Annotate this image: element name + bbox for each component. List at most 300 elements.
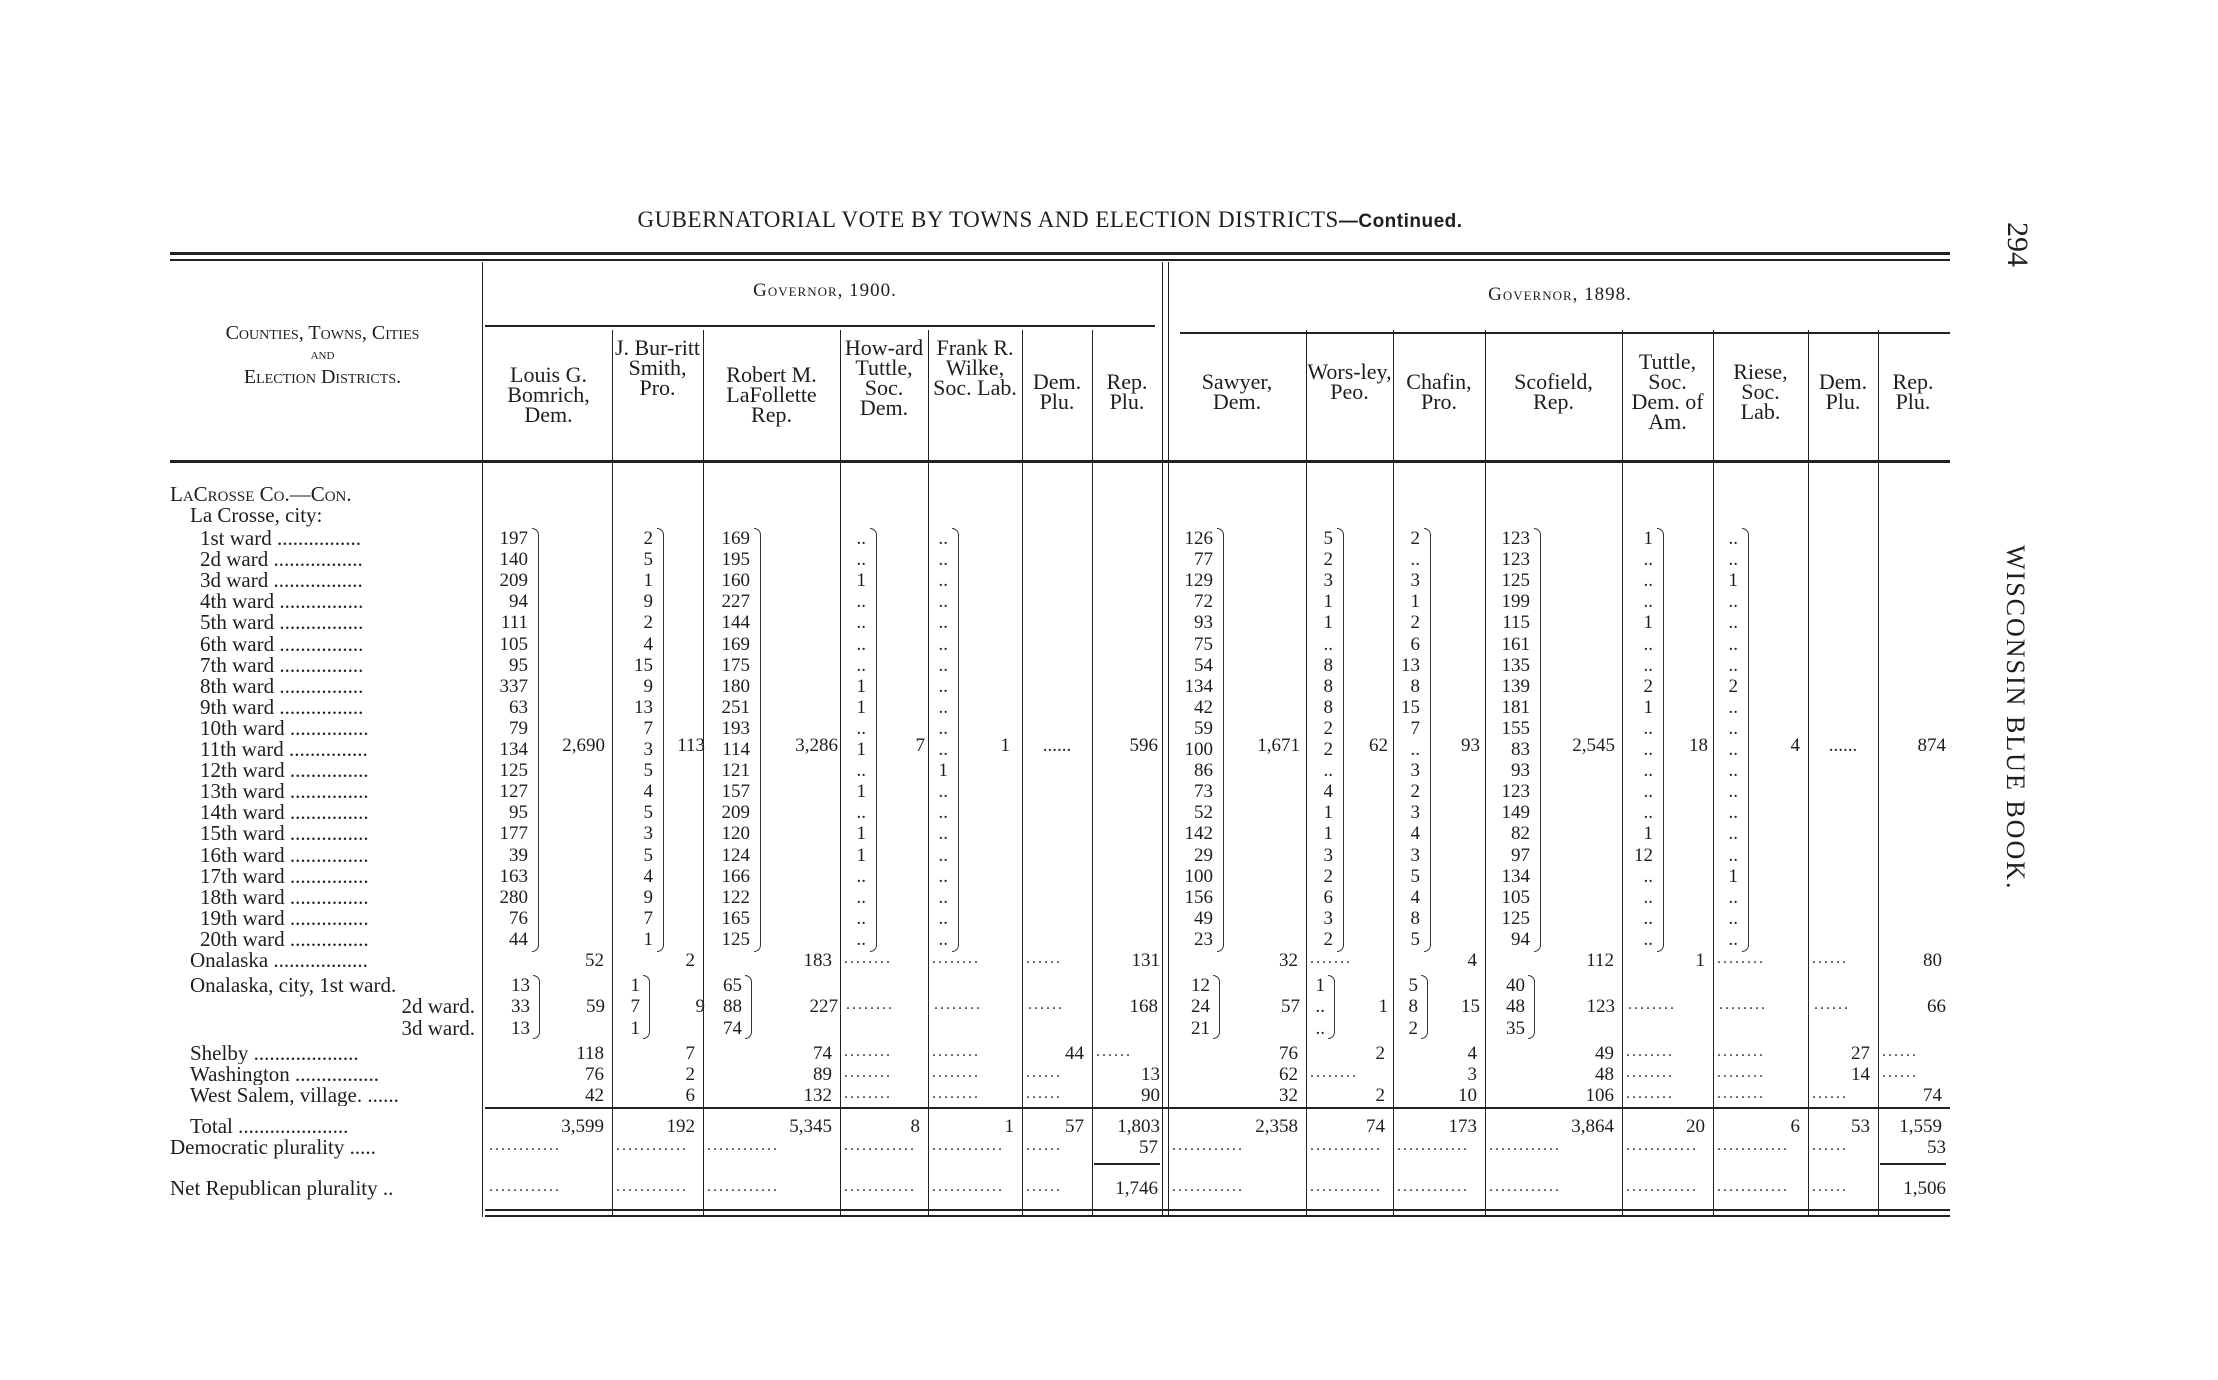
shelby-row-dem_plu: 44 <box>1065 1042 1084 1064</box>
col-header-scofield <box>1485 369 1622 414</box>
shelby-row-worsley: 2 <box>1375 1042 1385 1064</box>
ward-cell-tuttle: .. <box>856 528 866 549</box>
ward-cell-worsley: 1 <box>1323 612 1333 634</box>
ward-cell-riese: .. <box>1728 928 1738 950</box>
onalaska-city-total-scofield: 123 <box>1586 996 1615 1018</box>
col-name: Riese, Soc. <box>1733 359 1788 404</box>
ward-cell-smith: 9 <box>643 591 653 613</box>
ward-label: 6th ward ................ <box>200 633 364 655</box>
ward-cell-sawyer: 93 <box>1194 612 1213 634</box>
washington-row-chafin: 3 <box>1467 1063 1477 1085</box>
ward-cell-chafin: 7 <box>1410 717 1420 739</box>
ward-cell-bomrich: 163 <box>499 865 528 887</box>
ward-cell-tuttle98: .. <box>1643 717 1653 739</box>
city-total-smith: 113 <box>677 734 705 756</box>
ward-cell-bomrich: 280 <box>499 886 528 908</box>
bottom-rule-2 <box>485 1215 1950 1217</box>
west-salem-row-bomrich: 42 <box>585 1085 604 1107</box>
header-bottom-rule <box>170 460 1950 463</box>
onalaska-city-rep-plu-1898: 66 <box>1927 996 1946 1018</box>
ward-cell-bomrich: 76 <box>509 907 528 929</box>
onalaska-city-lafollette: 74 <box>723 1017 742 1039</box>
ward-cell-scofield: 115 <box>1502 612 1530 634</box>
ward-cell-chafin: 2 <box>1410 781 1420 803</box>
west-salem-row-tuttle98: ........ <box>1626 1085 1674 1103</box>
total-row-scofield: 3,864 <box>1571 1116 1614 1137</box>
ward-cell-riese: .. <box>1728 802 1738 824</box>
ward-cell-sawyer: 29 <box>1194 844 1213 866</box>
title-continued: —Continued. <box>1338 211 1463 232</box>
ward-cell-riese: .. <box>1728 907 1738 929</box>
washington-row-rep_plu98: ...... <box>1882 1063 1918 1081</box>
onalaska-city-total-smith: 9 <box>695 996 705 1018</box>
ward-cell-wilke: .. <box>938 675 948 697</box>
ward-cell-tuttle: .. <box>856 928 866 950</box>
ward-cell-bomrich: 197 <box>499 528 528 549</box>
west-salem-row-worsley: 2 <box>1375 1085 1385 1107</box>
net-rep-plurality-lafollette: ............ <box>707 1178 779 1195</box>
col-name: Dem. <box>1818 369 1868 394</box>
ward-label: 13th ward ............... <box>200 781 369 803</box>
onalaska-row-scofield: 112 <box>1586 950 1614 971</box>
ward-label: 15th ward ............... <box>200 823 369 845</box>
brace-scofield <box>1534 528 1541 952</box>
ward-cell-sawyer: 54 <box>1194 654 1213 676</box>
col-header-wilke <box>928 335 1022 400</box>
net-rep-plurality-dem_plu: ...... <box>1026 1178 1062 1195</box>
ward-cell-chafin: 3 <box>1410 760 1420 782</box>
ward-cell-bomrich: 95 <box>509 802 528 824</box>
ward-cell-scofield: 123 <box>1501 528 1530 549</box>
ward-cell-scofield: 181 <box>1501 696 1530 718</box>
ward-cell-bomrich: 94 <box>509 591 528 613</box>
col-party: Soc. Dem. <box>859 375 909 420</box>
ward-cell-worsley: 1 <box>1323 802 1333 824</box>
ward-cell-chafin: 1 <box>1410 591 1420 613</box>
ward-cell-scofield: 83 <box>1511 739 1530 760</box>
west-salem-row-lafollette: 132 <box>803 1085 832 1107</box>
onalaska-city-rep-plu: 168 <box>1129 996 1158 1018</box>
onalaska-city-tuttle98: ........ <box>1628 996 1676 1014</box>
ward-cell-lafollette: 124 <box>721 844 750 866</box>
ward-cell-scofield: 105 <box>1501 886 1530 908</box>
col-party: Peo. <box>1330 379 1369 404</box>
ward-cell-chafin: 3 <box>1410 844 1420 866</box>
col-header-tuttle <box>840 335 928 420</box>
washington-row-label: Washington ................ <box>190 1063 380 1085</box>
city-total-tuttle98: 18 <box>1689 734 1708 756</box>
ward-cell-scofield: 97 <box>1511 844 1530 866</box>
ward-cell-riese: 1 <box>1728 865 1738 887</box>
ward-cell-tuttle98: 1 <box>1643 823 1653 845</box>
onalaska-row-wilke: ........ <box>932 950 980 967</box>
top-rule <box>170 252 1950 255</box>
ward-cell-wilke: .. <box>938 844 948 866</box>
shelby-row-rep_plu: ...... <box>1096 1042 1132 1060</box>
ward-label: 9th ward ................ <box>200 696 364 718</box>
ward-cell-sawyer: 77 <box>1194 549 1213 571</box>
ward-cell-tuttle: .. <box>856 760 866 782</box>
ward-cell-smith: 5 <box>643 802 653 824</box>
ward-cell-scofield: 149 <box>1501 802 1530 824</box>
ward-cell-sawyer: 73 <box>1194 781 1213 803</box>
ward-cell-bomrich: 111 <box>500 612 528 634</box>
west-salem-row-scofield: 106 <box>1585 1085 1614 1107</box>
ward-cell-scofield: 93 <box>1511 760 1530 782</box>
col-header-rep-plu-1898 <box>1878 369 1948 414</box>
ward-cell-chafin: 2 <box>1410 612 1420 634</box>
ward-cell-worsley: 8 <box>1323 675 1333 697</box>
ward-cell-tuttle: 1 <box>856 675 866 697</box>
onalaska-brace-worsley <box>1328 975 1335 1038</box>
ward-cell-scofield: 199 <box>1501 591 1530 613</box>
ward-cell-riese: .. <box>1728 654 1738 676</box>
onalaska-city-sawyer: 12 <box>1191 975 1210 997</box>
onalaska-city-lafollette: 65 <box>723 975 742 997</box>
west-salem-row-smith: 6 <box>685 1085 695 1107</box>
ward-cell-tuttle: 1 <box>856 844 866 866</box>
onalaska-row-rep_plu98: 80 <box>1923 950 1942 971</box>
ward-cell-smith: 3 <box>643 823 653 845</box>
ward-cell-sawyer: 86 <box>1194 760 1213 782</box>
col-party: Dem. <box>524 402 573 427</box>
ward-cell-wilke: .. <box>938 823 948 845</box>
ward-label: 2d ward ................. <box>200 549 363 571</box>
ward-label: 20th ward ............... <box>200 928 369 950</box>
ward-cell-lafollette: 144 <box>721 612 750 634</box>
ward-cell-bomrich: 127 <box>499 781 528 803</box>
stub-header <box>165 322 480 388</box>
net-rep-plurality-label: Net Republican plurality .. <box>170 1176 394 1200</box>
ward-cell-tuttle: .. <box>856 654 866 676</box>
west-salem-row-dem_plu: ...... <box>1026 1085 1062 1103</box>
ward-cell-smith: 5 <box>643 844 653 866</box>
group-header-1900: Governor, 1900. <box>753 280 897 301</box>
onalaska-city-sawyer: 21 <box>1191 1017 1210 1039</box>
ward-cell-tuttle98: .. <box>1643 802 1653 824</box>
group-rule-1900 <box>485 325 1155 327</box>
dem-plurality-wilke: ............ <box>932 1137 1004 1154</box>
city-total-rep_plu: 596 <box>1129 734 1158 756</box>
col-header-riese <box>1713 359 1808 424</box>
ward-cell-tuttle: .. <box>856 865 866 887</box>
net-rep-plurality-tuttle98: ............ <box>1626 1178 1698 1195</box>
ward-cell-bomrich: 140 <box>499 549 528 571</box>
ward-cell-lafollette: 166 <box>721 865 750 887</box>
total-row-label: Total ..................... <box>190 1116 349 1137</box>
onalaska-city-scofield: 40 <box>1506 975 1525 997</box>
col-rule <box>1022 330 1023 1217</box>
stub-header-line2: and <box>310 347 335 363</box>
ward-cell-chafin: 8 <box>1410 675 1420 697</box>
ward-cell-lafollette: 251 <box>721 696 750 718</box>
washington-row-lafollette: 89 <box>813 1063 832 1085</box>
net-rep-plurality-worsley: ............ <box>1310 1178 1382 1195</box>
ward-cell-worsley: 3 <box>1323 907 1333 929</box>
onalaska-city-worsley: .. <box>1315 996 1325 1018</box>
total-row-smith: 192 <box>666 1116 695 1137</box>
ward-cell-tuttle: .. <box>856 717 866 739</box>
onalaska-city-label-2: 2d ward. <box>401 994 475 1019</box>
onalaska-city-chafin: 8 <box>1408 996 1418 1018</box>
ward-cell-smith: 9 <box>643 886 653 908</box>
stub-header-line3: Election Districts. <box>243 366 402 388</box>
col-party: Dem. <box>1212 389 1262 414</box>
onalaska-city-label-3: 3d ward. <box>401 1015 475 1040</box>
total-row-dem_plu: 57 <box>1065 1116 1084 1137</box>
shelby-row-tuttle: ........ <box>844 1042 892 1060</box>
ward-cell-tuttle: .. <box>856 886 866 908</box>
col-party: Plu. <box>1895 389 1931 414</box>
ward-cell-tuttle98: .. <box>1643 654 1653 676</box>
shelby-row-riese: ........ <box>1717 1042 1765 1060</box>
ward-cell-riese: .. <box>1728 528 1738 549</box>
west-salem-row-dem_plu98: ...... <box>1812 1085 1848 1103</box>
ward-cell-lafollette: 157 <box>721 781 750 803</box>
dem-plurality-chafin: ............ <box>1397 1137 1469 1154</box>
dem-plurality-tuttle: ............ <box>844 1137 916 1154</box>
dem-plurality-rep-plu-1898: 53 <box>1927 1137 1946 1158</box>
ward-cell-bomrich: 44 <box>509 928 528 950</box>
col-name: Rep. <box>1892 369 1934 394</box>
ward-cell-chafin: .. <box>1410 739 1420 760</box>
ward-cell-riese: .. <box>1728 696 1738 718</box>
ward-cell-lafollette: 195 <box>721 549 750 571</box>
net-rep-plurality-sawyer: ............ <box>1172 1178 1244 1195</box>
ward-cell-riese: .. <box>1728 612 1738 634</box>
ward-cell-scofield: 139 <box>1501 675 1530 697</box>
ward-cell-chafin: 5 <box>1410 865 1420 887</box>
ward-label: 5th ward ................ <box>200 612 364 634</box>
dem-plurality-sawyer: ............ <box>1172 1137 1244 1154</box>
total-row-rep_plu: 1,803 <box>1117 1116 1160 1137</box>
title-text: GUBERNATORIAL VOTE BY TOWNS AND ELECTION DISTRICTS <box>637 207 1339 232</box>
ward-cell-riese: .. <box>1728 591 1738 613</box>
city-total-sawyer: 1,671 <box>1257 734 1300 756</box>
net-rep-plurality-chafin: ............ <box>1397 1178 1469 1195</box>
ward-cell-smith: 9 <box>643 675 653 697</box>
onalaska-city-bomrich: 13 <box>511 975 530 997</box>
ward-cell-smith: 4 <box>643 865 653 887</box>
ward-cell-bomrich: 39 <box>509 844 528 866</box>
shelby-row-label: Shelby .................... <box>190 1042 359 1064</box>
washington-row-smith: 2 <box>685 1063 695 1085</box>
ward-cell-riese: 1 <box>1728 570 1738 592</box>
col-header-tuttle-1898 <box>1622 349 1713 434</box>
ward-cell-chafin: 5 <box>1410 928 1420 950</box>
dem-plurality-tuttle98: ............ <box>1626 1137 1698 1154</box>
ward-cell-chafin: 2 <box>1410 528 1420 549</box>
ward-cell-chafin: 8 <box>1410 907 1420 929</box>
ward-cell-sawyer: 100 <box>1184 865 1213 887</box>
city-total-rep_plu98: 874 <box>1917 734 1946 756</box>
stub-header-line1: Counties, Towns, Cities <box>225 322 420 344</box>
onalaska-row-bomrich: 52 <box>585 950 604 971</box>
onalaska-city-smith: 1 <box>630 1017 640 1039</box>
onalaska-brace-smith <box>643 975 650 1038</box>
ward-cell-tuttle98: .. <box>1643 760 1653 782</box>
ward-cell-tuttle98: .. <box>1643 739 1653 760</box>
col-name: Wors-ley, <box>1307 359 1392 384</box>
ward-cell-worsley: 2 <box>1323 739 1333 760</box>
washington-row-sawyer: 62 <box>1279 1063 1298 1085</box>
ward-cell-tuttle98: .. <box>1643 907 1653 929</box>
ward-cell-tuttle: 1 <box>856 739 866 760</box>
onalaska-city-worsley: .. <box>1315 1017 1325 1039</box>
ward-cell-scofield: 125 <box>1501 907 1530 929</box>
col-party: Pro. <box>1420 389 1458 414</box>
ward-cell-bomrich: 177 <box>499 823 528 845</box>
ward-cell-scofield: 125 <box>1501 570 1530 592</box>
ward-cell-sawyer: 72 <box>1194 591 1213 613</box>
city-total-riese: 4 <box>1790 734 1800 756</box>
ward-label: 1st ward ................ <box>200 528 361 549</box>
ward-cell-sawyer: 142 <box>1184 823 1213 845</box>
ward-label: 4th ward ................ <box>200 591 364 613</box>
onalaska-city-bomrich: 13 <box>511 1017 530 1039</box>
ward-cell-lafollette: 227 <box>721 591 750 613</box>
ward-cell-smith: 2 <box>643 528 653 549</box>
ward-cell-tuttle98: .. <box>1643 591 1653 613</box>
net-rep-plurality-smith: ............ <box>616 1178 688 1195</box>
net-rep-plurality-rep-plu: 1,746 <box>1115 1178 1158 1199</box>
onalaska-row-label: Onalaska .................. <box>190 950 368 971</box>
ward-cell-lafollette: 160 <box>721 570 750 592</box>
col-party: Pro. <box>639 375 676 400</box>
washington-row-riese: ........ <box>1717 1063 1765 1081</box>
ward-cell-riese: .. <box>1728 739 1738 760</box>
net-rep-plurality-riese: ............ <box>1717 1178 1789 1195</box>
washington-row-bomrich: 76 <box>585 1063 604 1085</box>
ward-cell-chafin: 3 <box>1410 802 1420 824</box>
onalaska-city-total-lafollette: 227 <box>809 996 838 1018</box>
ward-cell-lafollette: 165 <box>721 907 750 929</box>
page-title <box>540 207 1560 233</box>
col-name: Dem. <box>1032 369 1082 394</box>
col-rule <box>1162 262 1163 1217</box>
ward-cell-wilke: .. <box>938 717 948 739</box>
net-rep-plurality-bomrich: ............ <box>489 1178 561 1195</box>
ward-cell-worsley: 2 <box>1323 549 1333 571</box>
onalaska-brace-scofield <box>1528 975 1535 1038</box>
washington-row-tuttle: ........ <box>844 1063 892 1081</box>
ward-cell-sawyer: 23 <box>1194 928 1213 950</box>
ward-cell-tuttle: .. <box>856 907 866 929</box>
ward-cell-lafollette: 193 <box>721 717 750 739</box>
total-row-sawyer: 2,358 <box>1255 1116 1298 1137</box>
ward-cell-tuttle98: 1 <box>1643 528 1653 549</box>
city-total-tuttle: 7 <box>915 734 925 756</box>
shelby-row-smith: 7 <box>685 1042 695 1064</box>
onalaska-row-dem_plu: ...... <box>1026 950 1062 967</box>
ward-cell-chafin: 6 <box>1410 633 1420 655</box>
shelby-row-lafollette: 74 <box>813 1042 832 1064</box>
ward-cell-wilke: .. <box>938 633 948 655</box>
onalaska-city-scofield: 35 <box>1506 1017 1525 1039</box>
ward-cell-wilke: .. <box>938 654 948 676</box>
ward-cell-tuttle98: .. <box>1643 928 1653 950</box>
onalaska-city-lafollette: 88 <box>723 996 742 1018</box>
col-rule <box>1092 330 1093 1217</box>
ward-cell-bomrich: 209 <box>499 570 528 592</box>
washington-row-dem_plu98: 14 <box>1851 1063 1870 1085</box>
ward-cell-tuttle: .. <box>856 802 866 824</box>
ward-cell-scofield: 134 <box>1501 865 1530 887</box>
west-salem-row-riese: ........ <box>1717 1085 1765 1103</box>
ward-cell-lafollette: 120 <box>721 823 750 845</box>
dem-plurality-smith: ............ <box>616 1137 688 1154</box>
ward-label: 11th ward ............... <box>200 739 368 760</box>
total-row-bomrich: 3,599 <box>561 1116 604 1137</box>
ward-cell-sawyer: 75 <box>1194 633 1213 655</box>
west-salem-row-label: West Salem, village. ...... <box>190 1085 399 1107</box>
onalaska-city-total-bomrich: 59 <box>586 996 605 1018</box>
col-rule <box>1808 330 1809 1217</box>
dem-plurality-worsley: ............ <box>1310 1137 1382 1154</box>
city-label: La Crosse, city: <box>190 503 323 527</box>
onalaska-city-dem_plu98: ...... <box>1814 996 1850 1014</box>
ward-cell-bomrich: 63 <box>509 696 528 718</box>
ward-cell-wilke: .. <box>938 570 948 592</box>
city-total-dem_plu98: ...... <box>1828 734 1858 756</box>
brace-tuttle <box>870 528 877 952</box>
col-party: Plu. <box>1039 389 1075 414</box>
west-salem-row-chafin: 10 <box>1458 1085 1477 1107</box>
ward-cell-wilke: .. <box>938 612 948 634</box>
onalaska-row-smith: 2 <box>685 950 695 971</box>
ward-cell-sawyer: 100 <box>1184 739 1213 760</box>
ward-cell-smith: 1 <box>643 928 653 950</box>
city-total-scofield: 2,545 <box>1572 734 1615 756</box>
ward-cell-wilke: 1 <box>938 760 948 782</box>
ward-cell-sawyer: 59 <box>1194 717 1213 739</box>
ward-cell-tuttle98: .. <box>1643 570 1653 592</box>
ward-cell-wilke: .. <box>938 591 948 613</box>
net-rep-plurality-scofield: ............ <box>1489 1178 1561 1195</box>
ward-cell-tuttle98: .. <box>1643 865 1653 887</box>
city-total-lafollette: 3,286 <box>795 734 838 756</box>
ward-cell-worsley: 3 <box>1323 570 1333 592</box>
ward-cell-worsley: 3 <box>1323 844 1333 866</box>
net-rep-plurality-dem_plu98: ...... <box>1812 1178 1848 1195</box>
ward-cell-sawyer: 156 <box>1184 886 1213 908</box>
ward-cell-tuttle98: 2 <box>1643 675 1653 697</box>
col-name: Tuttle, Soc. <box>1638 349 1697 394</box>
ward-cell-riese: .. <box>1728 823 1738 845</box>
ward-cell-bomrich: 337 <box>499 675 528 697</box>
ward-cell-wilke: .. <box>938 696 948 718</box>
col-party: Soc. Lab. <box>933 375 1017 400</box>
onalaska-brace-bomrich <box>533 975 540 1038</box>
col-party: Rep. <box>1533 389 1574 414</box>
shelby-row-chafin: 4 <box>1467 1042 1477 1064</box>
onalaska-row-chafin: 4 <box>1467 950 1477 971</box>
ward-cell-wilke: .. <box>938 907 948 929</box>
ward-cell-scofield: 123 <box>1501 781 1530 803</box>
ward-cell-tuttle: .. <box>856 549 866 571</box>
onalaska-city-dem_plu: ...... <box>1028 996 1064 1014</box>
west-salem-row-sawyer: 32 <box>1279 1085 1298 1107</box>
washington-row-dem_plu: ...... <box>1026 1063 1062 1081</box>
col-party: Rep. <box>751 402 792 427</box>
onalaska-row-worsley: ....... <box>1310 950 1352 967</box>
dem-plurality-bomrich: ............ <box>489 1137 561 1154</box>
total-rule <box>485 1107 1950 1109</box>
ward-cell-sawyer: 126 <box>1184 528 1213 549</box>
col-header-dem-plu-1898 <box>1808 369 1878 414</box>
ward-cell-worsley: .. <box>1323 760 1333 782</box>
col-header-worsley <box>1306 359 1393 404</box>
